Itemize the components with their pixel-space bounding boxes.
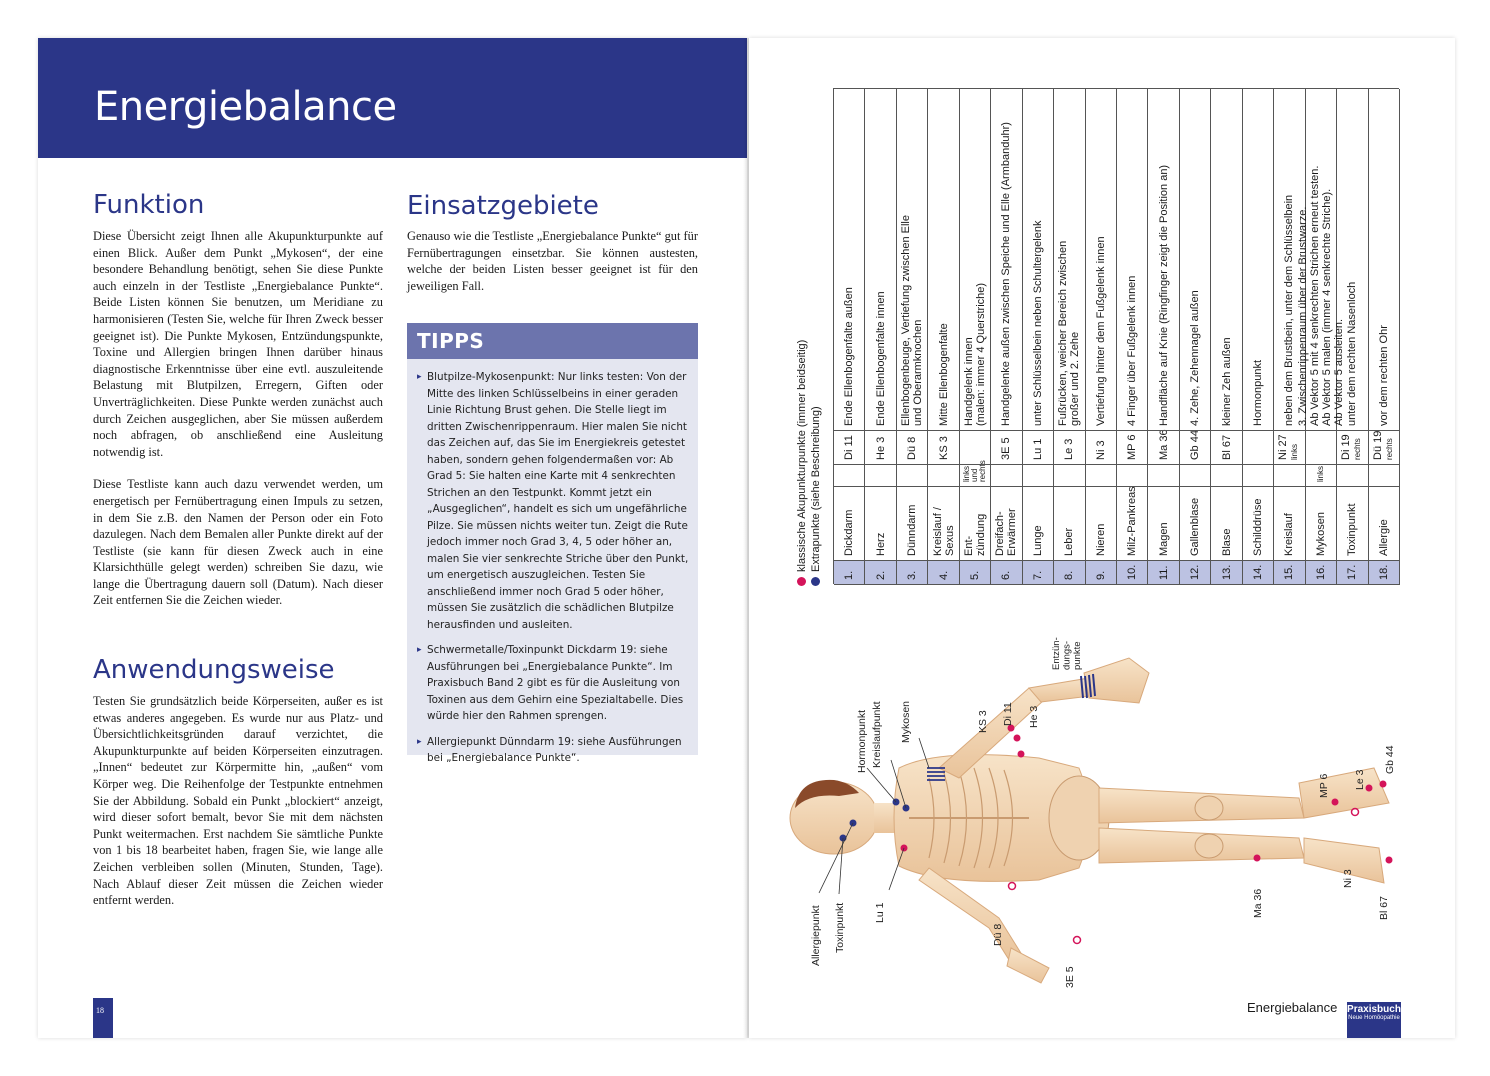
table-cell-code: MP 6 bbox=[1117, 431, 1147, 465]
table-cell-desc: Handgelenk innen (malen: immer 4 Querstriche) bbox=[960, 89, 990, 431]
table-cell-num: 5. bbox=[960, 561, 990, 585]
table-cell-side bbox=[1148, 465, 1178, 487]
table-cell-num: 13. bbox=[1211, 561, 1241, 585]
table-cell-num: 11. bbox=[1148, 561, 1178, 585]
table-cell-code: Bl 67 bbox=[1211, 431, 1241, 465]
anwendungsweise-text bbox=[93, 693, 383, 925]
table-row bbox=[1054, 89, 1085, 585]
label-he3: He 3 bbox=[1028, 705, 1040, 728]
table-cell-organ: Toxinpunkt bbox=[1337, 487, 1367, 561]
table-cell-code: Gb 44 bbox=[1180, 431, 1210, 465]
table-cell-num: 2. bbox=[865, 561, 895, 585]
table-cell-side bbox=[834, 465, 864, 487]
table-cell-organ: Herz bbox=[865, 487, 895, 561]
table-cell-side bbox=[928, 465, 958, 487]
table-cell-code: Lu 1 bbox=[1023, 431, 1053, 465]
point-ni3 bbox=[1352, 809, 1359, 816]
label-di11: Di 11 bbox=[1002, 702, 1014, 726]
label-entzuendung: Entzün-dungs-punkte bbox=[1051, 637, 1083, 670]
table-cell-code bbox=[960, 431, 990, 465]
table-cell-num: 7. bbox=[1023, 561, 1053, 585]
table-cell-organ: Lunge bbox=[1023, 487, 1053, 561]
table-row bbox=[1296, 89, 1345, 585]
table-cell-desc: kleiner Zeh außen bbox=[1211, 89, 1241, 431]
label-3e5: 3E 5 bbox=[1064, 966, 1076, 988]
table-cell-num: 1. bbox=[834, 561, 864, 585]
table-cell-desc: Vertiefung hinter dem Fußgelenk innen bbox=[1086, 89, 1116, 431]
table-cell-organ: Allergie bbox=[1369, 487, 1399, 561]
table-cell-organ: Dickdarm bbox=[834, 487, 864, 561]
left-page bbox=[38, 38, 747, 1038]
table-cell-side bbox=[1117, 465, 1147, 487]
table-cell-desc: 3. Zwischenrippenraum über der Brustwarze. Ab Vektor 5 mit 4 senkrechten Strichen erneut testen. Ab Vektor 5 malen (immer 4 senkrechte Striche). Ab Vektor 5 ausleiten. bbox=[1306, 89, 1336, 431]
table-row bbox=[1023, 89, 1054, 585]
legend-item-extra: Extrapunkte (siehe Beschreibung) bbox=[809, 286, 823, 586]
point-bl67 bbox=[1386, 857, 1393, 864]
table-row bbox=[834, 89, 865, 585]
table-row bbox=[1086, 89, 1117, 585]
table-cell-organ: Leber bbox=[1054, 487, 1084, 561]
table-cell-code bbox=[1243, 431, 1273, 465]
table-cell-side bbox=[1369, 465, 1399, 487]
table-cell-side: links bbox=[1306, 465, 1336, 487]
table-cell-code: Dü 8 bbox=[897, 431, 927, 465]
label-gb44: Gb 44 bbox=[1384, 745, 1396, 774]
tipps-item: ▸ Allergiepunkt Dünndarm 19: siehe Ausführungen bei „Energiebalance Punkte“. bbox=[419, 734, 690, 767]
table-row bbox=[897, 89, 928, 585]
table-cell-code: Dü 19 rechts bbox=[1369, 431, 1399, 465]
label-mykosen: Mykosen bbox=[900, 700, 912, 743]
label-allergiepunkt: Allergiepunkt bbox=[810, 905, 822, 966]
table-cell-organ: Magen bbox=[1148, 487, 1178, 561]
point-di11 bbox=[1014, 735, 1021, 742]
table-cell-side bbox=[1211, 465, 1241, 487]
table-cell-code: Ma 36 bbox=[1148, 431, 1178, 465]
label-toxinpunkt: Toxinpunkt bbox=[834, 902, 846, 953]
einsatzgebiete-text bbox=[407, 228, 698, 310]
brand-logo bbox=[1347, 1002, 1401, 1038]
table-cell-desc: Hormonpunkt bbox=[1243, 89, 1273, 431]
table-cell-side bbox=[991, 465, 1021, 487]
table-cell-side bbox=[1086, 465, 1116, 487]
table-cell-side bbox=[897, 465, 927, 487]
label-kreislaufpunkt: Kreislaufpunkt bbox=[871, 701, 883, 768]
table-cell-desc: unter dem rechten Nasenloch bbox=[1337, 89, 1367, 431]
table-cell-organ: Kreislauf bbox=[1274, 487, 1304, 561]
table-cell-side bbox=[1054, 465, 1084, 487]
tipps-list bbox=[407, 359, 698, 767]
table-cell-desc: 4 Finger über Fußgelenk innen bbox=[1117, 89, 1147, 431]
table-row bbox=[1337, 89, 1368, 585]
table-cell-organ: Ent- zündung bbox=[960, 487, 990, 561]
point-gb44 bbox=[1380, 781, 1387, 788]
table-cell-organ: Mykosen bbox=[1306, 487, 1336, 561]
table-cell-organ: Schilddrüse bbox=[1243, 487, 1273, 561]
table-cell-num: 8. bbox=[1054, 561, 1084, 585]
page-number: 18 bbox=[93, 998, 113, 1038]
table-cell-num: 18. bbox=[1369, 561, 1399, 585]
point-ma36 bbox=[1254, 855, 1261, 862]
blue-dot-icon bbox=[811, 577, 820, 586]
table-row bbox=[1211, 89, 1242, 585]
table-cell-code: KS 3 bbox=[928, 431, 958, 465]
title-banner bbox=[38, 38, 747, 158]
table-cell-code: Di 19 rechts bbox=[1337, 431, 1367, 465]
einsatzgebiete-paragraph-1: Genauso wie die Testliste „Energiebalance Punkte“ gut für Fernübertragungen einsetzbar. Sie können austesten, welche der beiden Listen besser geeignet ist für den jeweiligen Fall. bbox=[407, 229, 698, 293]
table-cell-code: Ni 3 bbox=[1086, 431, 1116, 465]
page-title: Energiebalance bbox=[94, 84, 397, 130]
label-lu1: Lu 1 bbox=[874, 902, 886, 923]
brand-line-2: Neue Homöopathie bbox=[1348, 1015, 1400, 1021]
label-le3: Le 3 bbox=[1354, 769, 1366, 790]
table-cell-desc: unter Schlüsselbein neben Schultergelenk bbox=[1023, 89, 1053, 431]
table-row bbox=[991, 89, 1022, 585]
table-cell-num: 16. bbox=[1306, 561, 1336, 585]
footer-title: Energiebalance bbox=[1247, 1000, 1338, 1015]
table-cell-side bbox=[1337, 465, 1367, 487]
table-cell-desc: Handgelenke außen zwischen Speiche und Elle (Armbanduhr) bbox=[991, 89, 1021, 431]
magenta-dot-icon bbox=[797, 577, 806, 586]
table-cell-num: 3. bbox=[897, 561, 927, 585]
tipps-box bbox=[407, 323, 698, 764]
label-mp6: MP 6 bbox=[1318, 773, 1330, 798]
heading-einsatzgebiete: Einsatzgebiete bbox=[407, 191, 599, 221]
label-hormonpunkt: Hormonpunkt bbox=[856, 709, 868, 773]
anwendungsweise-paragraph-1: Testen Sie grundsätzlich beide Körperseiten, außer es ist etwas anderes angegeben. Es wurde nur aus Platz- und Übersichtlichkeitsgründen darauf verzichtet, die Akupunkturpunkte auf beiden Körperseiten einzutragen. „Innen“ bedeutet zur Körpermitte hin, „außen“ vom Körper weg. Die Reihenfolge der Testpunkte entnehmen Sie der Abbildung. Sobald ein Punkt „blockiert“ anzeigt, wird dieser sofort bemalt, bevor Sie mit dem nächsten Punkt weitermachen. Erst nachdem Sie sämtliche Punkte von 1 bis 18 bearbeitet haben, fragen Sie, wie lange alle Zeichen verbleiben sollen (Minuten, Stunden, Tage). Nach Ablauf dieser Zeit müssen die Zeichen wieder entfernt werden. bbox=[93, 694, 383, 908]
table-cell-code bbox=[1306, 431, 1336, 465]
table-cell-side bbox=[865, 465, 895, 487]
table-row bbox=[1180, 89, 1211, 585]
table-cell-num: 12. bbox=[1180, 561, 1210, 585]
label-bl67: Bl 67 bbox=[1378, 896, 1390, 920]
heading-funktion: Funktion bbox=[93, 190, 205, 220]
label-ma36: Ma 36 bbox=[1252, 888, 1264, 918]
table-cell-num: 9. bbox=[1086, 561, 1116, 585]
funktion-paragraph-2: Diese Testliste kann auch dazu verwendet werden, um energetisch per Fernübertragung einen Impuls zu setzen, in dem Sie z.B. den Namen der Person oder ein Foto dazulegen. Nach dem Bemalen aller Punkte direkt auf der Testliste (sie kann für diesen Zweck auch in eine Klarsichthülle gelegt werden) schreiben Sie dazu, wie lange die Übertragung dauern soll (Datum). Nach dieser Zeit entfernen Sie die Zeichen wieder. bbox=[93, 477, 383, 608]
body-figure bbox=[779, 618, 1449, 988]
table-cell-side: links und rechts bbox=[960, 465, 990, 487]
table-cell-organ: Milz-Pankreas bbox=[1117, 487, 1147, 561]
table-cell-num: 15. bbox=[1274, 561, 1304, 585]
table-cell-num: 4. bbox=[928, 561, 958, 585]
label-ks3: KS 3 bbox=[977, 710, 989, 733]
table-cell-desc: vor dem rechten Ohr bbox=[1369, 89, 1399, 431]
table-cell-organ: Dreifach- Erwärmer bbox=[991, 487, 1021, 561]
table-cell-organ: Blase bbox=[1211, 487, 1241, 561]
funktion-paragraph-1: Diese Übersicht zeigt Ihnen alle Akupunkturpunkte auf einen Blick. Außer dem Punkt „Mykosen“, der eine besondere Behandlung benötigt, sehen Sie diese Punkte auch einzeln in der Testliste „Energiebalance Punkte“. Beide Listen können Sie benutzen, um Meridiane zu harmonisieren (Testen Sie, welche für Ihren Zweck besser geeignet ist). Die Punkte Mykosen, Entzündungspunkte, Toxine und Allergien bringen Ihnen darüber hinaus diagnostische Erkenntnisse über eine evtl. auszuleitende Belastung mit Blutpilzen, Erregern, Giften oder Unverträglichkeiten. Diese Punkte werden zunächst auch durch Zeichen ausgeglichen, aber Sie müssen außerdem noch abfragen, ob anschließend eine Ausleitung notwendig ist. bbox=[93, 229, 383, 459]
table-cell-desc: neben dem Brustbein, unter dem Schlüsselbein bbox=[1274, 89, 1304, 431]
label-ni3: Ni 3 bbox=[1342, 869, 1354, 888]
table-row bbox=[1117, 89, 1148, 585]
table-cell-num: 17. bbox=[1337, 561, 1367, 585]
legend bbox=[795, 286, 829, 586]
tipps-heading: TIPPS bbox=[407, 323, 698, 359]
table-cell-organ: Kreislauf / Sexus bbox=[928, 487, 958, 561]
table-cell-num: 6. bbox=[991, 561, 1021, 585]
table-row bbox=[1243, 89, 1274, 585]
table-cell-side bbox=[1180, 465, 1210, 487]
table-row bbox=[960, 89, 991, 585]
table-cell-code: 3E 5 bbox=[991, 431, 1021, 465]
point-le3 bbox=[1366, 785, 1373, 792]
table-row bbox=[865, 89, 896, 585]
table-cell-organ: Nieren bbox=[1086, 487, 1116, 561]
point-he3 bbox=[1018, 751, 1025, 758]
funktion-text bbox=[93, 228, 383, 625]
table-cell-desc: Fußrücken, weicher Bereich zwischen großer und 2. Zehe bbox=[1054, 89, 1084, 431]
point-du8 bbox=[1009, 883, 1016, 890]
tipps-item: ▸ Blutpilze-Mykosenpunkt: Nur links testen: Von der Mitte des linken Schlüsselbeins in einer geraden Linie Richtung Brust gehen. Die Stelle liegt im dritten Zwischenrippenraum. Hier malen Sie nicht das Zeichen auf, das Sie im Energiekreis getestet haben, sondern gehen folgendermaßen vor: Ab Grad 5: Sie halten eine Karte mit 4 senkrechten Strichen an den Testpunkt. Kommt jetzt ein „Ausgeglichen“, handelt es sich um ungefährliche Pilze. Sie müssen nichts weiter tun. Zeigt die Rute jedoch immer noch Grad 3, 4, 5 oder höher an, malen Sie vier senkrechte Striche über den Punkt, um energetisch auszugleichen. Testen Sie anschließend immer noch Grad 5 oder höher, müssen Sie zusätzlich die schädlichen Blutpilze herausfinden und ausleiten. bbox=[419, 369, 690, 633]
table-cell-desc: Mitte Ellenbogenfalte bbox=[928, 89, 958, 431]
table-cell-side bbox=[1243, 465, 1273, 487]
point-3e5 bbox=[1074, 937, 1081, 944]
table-row bbox=[1369, 89, 1400, 585]
table-row bbox=[928, 89, 959, 585]
tipps-item: ▸ Schwermetalle/Toxinpunkt Dickdarm 19: siehe Ausführungen bei „Energiebalance Punkte“. Im Praxisbuch Band 2 gibt es für die Ausleitung von Toxinen aus dem Gehirn eine Spezialtabelle. Dies würde hier den Rahmen sprengen. bbox=[419, 642, 690, 725]
table-cell-desc: Ellenbogenbeuge, Vertiefung zwischen Elle und Oberarmknochen bbox=[897, 89, 927, 431]
table-cell-code: Le 3 bbox=[1054, 431, 1084, 465]
table-cell-num: 14. bbox=[1243, 561, 1273, 585]
table-cell-code: Di 11 bbox=[834, 431, 864, 465]
table-cell-desc: Ende Ellenbogenfalte innen bbox=[865, 89, 895, 431]
heading-anwendungsweise: Anwendungsweise bbox=[93, 655, 335, 685]
legend-item-classic: klassische Akupunkturpunkte (immer beidseitig) bbox=[795, 286, 809, 586]
table-cell-code: Ni 27 links bbox=[1274, 431, 1304, 465]
table-cell-desc: Handfläche auf Knie (Ringfinger zeigt die Position an) bbox=[1148, 89, 1178, 431]
label-du8: Dü 8 bbox=[992, 923, 1004, 946]
table-cell-num: 10. bbox=[1117, 561, 1147, 585]
points-table bbox=[833, 88, 1399, 584]
brand-line-1: Praxisbuch bbox=[1347, 1004, 1401, 1015]
point-mp6 bbox=[1332, 799, 1339, 806]
table-cell-code: He 3 bbox=[865, 431, 895, 465]
table-cell-organ: Gallenblase bbox=[1180, 487, 1210, 561]
table-cell-desc: 4. Zehe, Zehennagel außen bbox=[1180, 89, 1210, 431]
right-page bbox=[749, 38, 1455, 1038]
table-cell-side bbox=[1023, 465, 1053, 487]
table-cell-desc: Ende Ellenbogenfalte außen bbox=[834, 89, 864, 431]
table-cell-organ: Dünndarm bbox=[897, 487, 927, 561]
table-cell-side bbox=[1274, 465, 1304, 487]
table-row bbox=[1148, 89, 1179, 585]
